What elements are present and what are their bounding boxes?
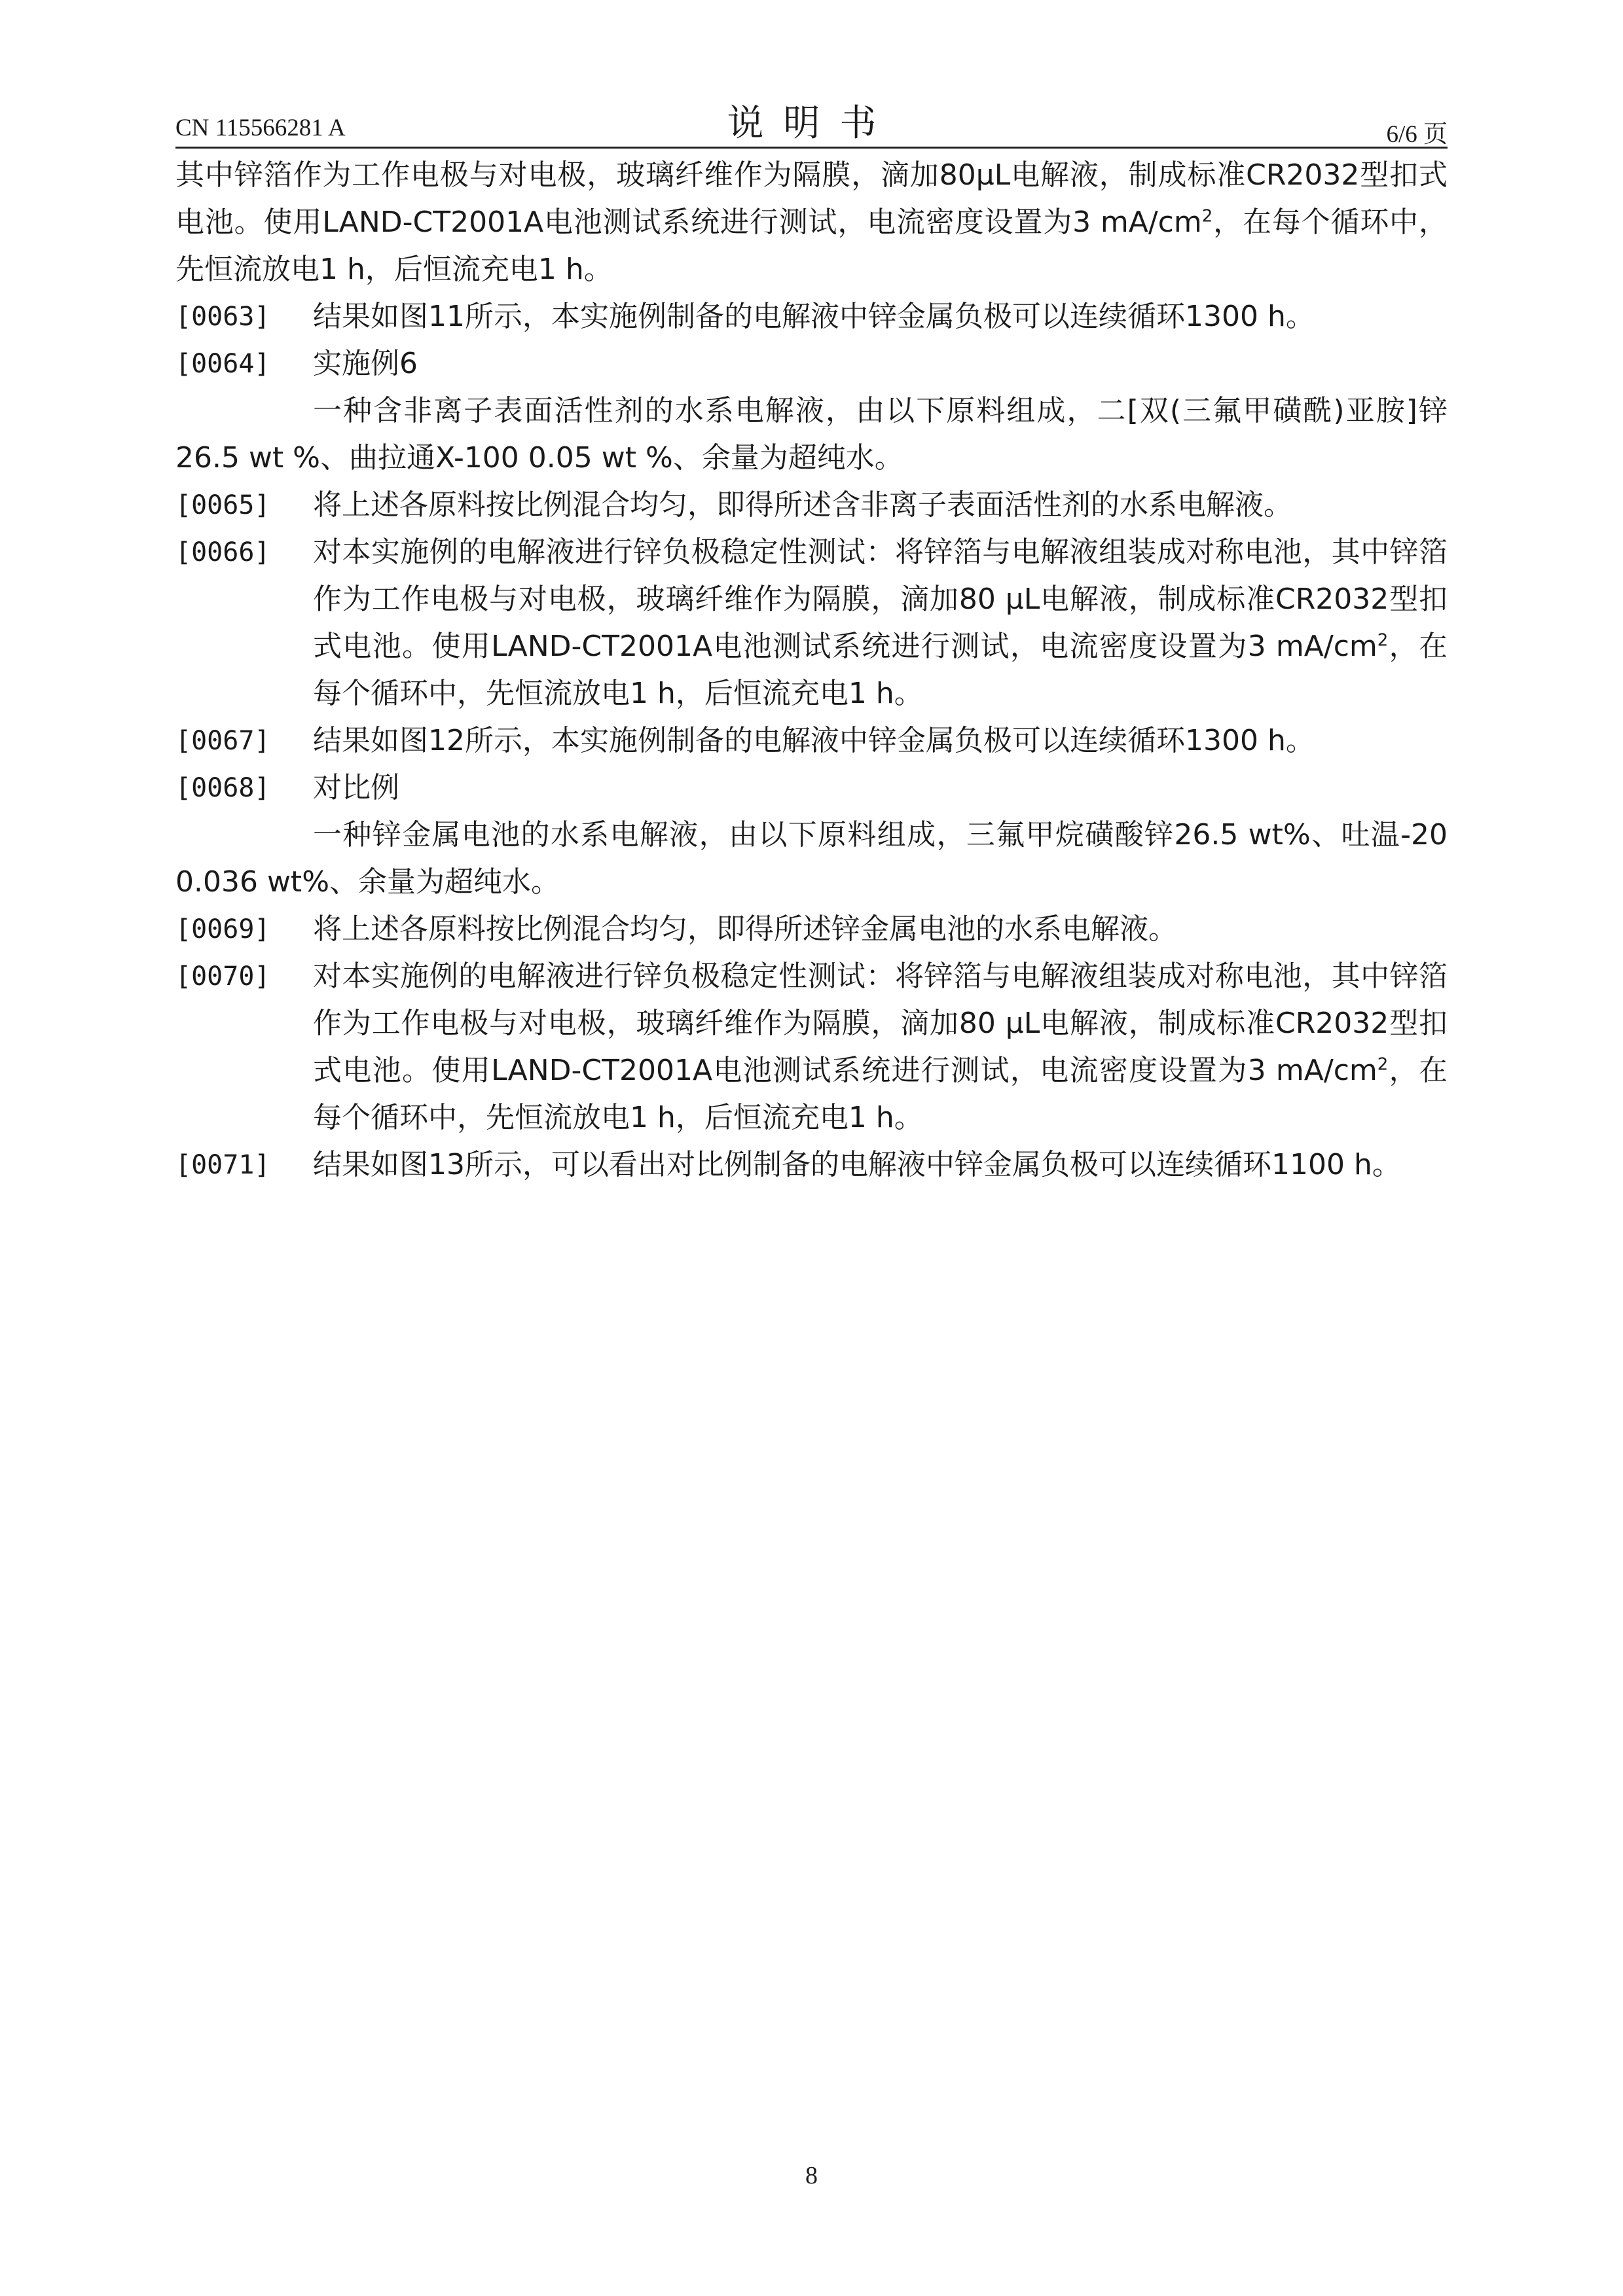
paragraph-continuation — [175, 387, 1448, 482]
paragraph-0067 — [175, 717, 1448, 764]
document-body — [175, 152, 1448, 1189]
lead-text: 其中锌箔作为工作电极与对电极，玻璃纤维作为隔膜，滴加80μL电解液，制成标准CR2032型扣式电池。使用LAND-CT2001A电池测试系统进行测试，电流密度设置为3 mA/cm — [175, 158, 1448, 239]
paragraph-text-cont: ，在每个循环中，先恒流放电1 h，后恒流充电1 h。 — [313, 630, 1448, 710]
paragraph-text: 将上述各原料按比例混合均匀，即得所述锌金属电池的水系电解液。 — [313, 912, 1177, 946]
paragraph-number: [0064] — [175, 349, 270, 379]
paragraph-text: 一种含非离子表面活性剂的水系电解液，由以下原料组成，二[双(三氟甲磺酰)亚胺]锌26.5 wt %、曲拉通X-100 0.05 wt %、余量为超纯水。 — [175, 394, 1448, 475]
section-heading: 实施例6 — [313, 347, 418, 380]
page-indicator: 6/6 页 — [1386, 121, 1448, 148]
paragraph-number: [0065] — [175, 490, 270, 520]
paragraph-text-cont: ，在每个循环中，先恒流放电1 h，后恒流充电1 h。 — [313, 1054, 1448, 1134]
patent-number: CN 115566281 A — [175, 115, 346, 141]
section-heading: 对比例 — [313, 771, 399, 804]
paragraph-number: [0063] — [175, 302, 270, 332]
superscript: 2 — [1377, 630, 1389, 651]
paragraph-text: 对本实施例的电解液进行锌负极稳定性测试：将锌箔与电解液组装成对称电池，其中锌箔作为工作电极与对电极，玻璃纤维作为隔膜，滴加80 μL电解液，制成标准CR2032型扣式电池。使用LAND-CT2001A电池测试系统进行测试，电流密度设置为3 mA/cm — [313, 535, 1448, 663]
paragraph-number: [0066] — [175, 537, 270, 567]
paragraph-text: 结果如图11所示，本实施例制备的电解液中锌金属负极可以连续循环1300 h。 — [313, 300, 1315, 333]
paragraph-0066 — [175, 529, 1448, 717]
paragraph-text: 将上述各原料按比例混合均匀，即得所述含非离子表面活性剂的水系电解液。 — [313, 488, 1292, 522]
document-title: 说明书 — [727, 102, 896, 145]
paragraph-0069 — [175, 906, 1448, 953]
paragraph-continuation — [175, 812, 1448, 906]
paragraph-0063 — [175, 293, 1448, 340]
paragraph-number: [0069] — [175, 914, 270, 944]
paragraph-0068 — [175, 764, 1448, 812]
superscript: 2 — [1377, 1054, 1389, 1075]
lead-text-cont: ，在每个循环中，先恒流放电1 h，后恒流充电1 h。 — [175, 206, 1448, 286]
superscript: 2 — [1201, 206, 1213, 226]
paragraph-number: [0067] — [175, 726, 270, 756]
lead-paragraph — [175, 152, 1448, 293]
page-number: 8 — [805, 2162, 818, 2189]
paragraph-0065 — [175, 482, 1448, 529]
paragraph-0064 — [175, 340, 1448, 387]
paragraph-number: [0071] — [175, 1150, 270, 1180]
paragraph-0071 — [175, 1141, 1448, 1189]
paragraph-text: 对本实施例的电解液进行锌负极稳定性测试：将锌箔与电解液组装成对称电池，其中锌箔作为工作电极与对电极，玻璃纤维作为隔膜，滴加80 μL电解液，制成标准CR2032型扣式电池。使用LAND-CT2001A电池测试系统进行测试，电流密度设置为3 mA/cm — [313, 960, 1448, 1087]
paragraph-text: 一种锌金属电池的水系电解液，由以下原料组成，三氟甲烷磺酸锌26.5 wt%、吐温-20 0.036 wt%、余量为超纯水。 — [175, 818, 1448, 899]
paragraph-text: 结果如图12所示，本实施例制备的电解液中锌金属负极可以连续循环1300 h。 — [313, 724, 1315, 757]
paragraph-0070 — [175, 953, 1448, 1141]
paragraph-number: [0070] — [175, 961, 270, 992]
header-rule — [175, 147, 1448, 149]
paragraph-text: 结果如图13所示，可以看出对比例制备的电解液中锌金属负极可以连续循环1100 h。 — [313, 1148, 1401, 1181]
paragraph-number: [0068] — [175, 773, 270, 803]
